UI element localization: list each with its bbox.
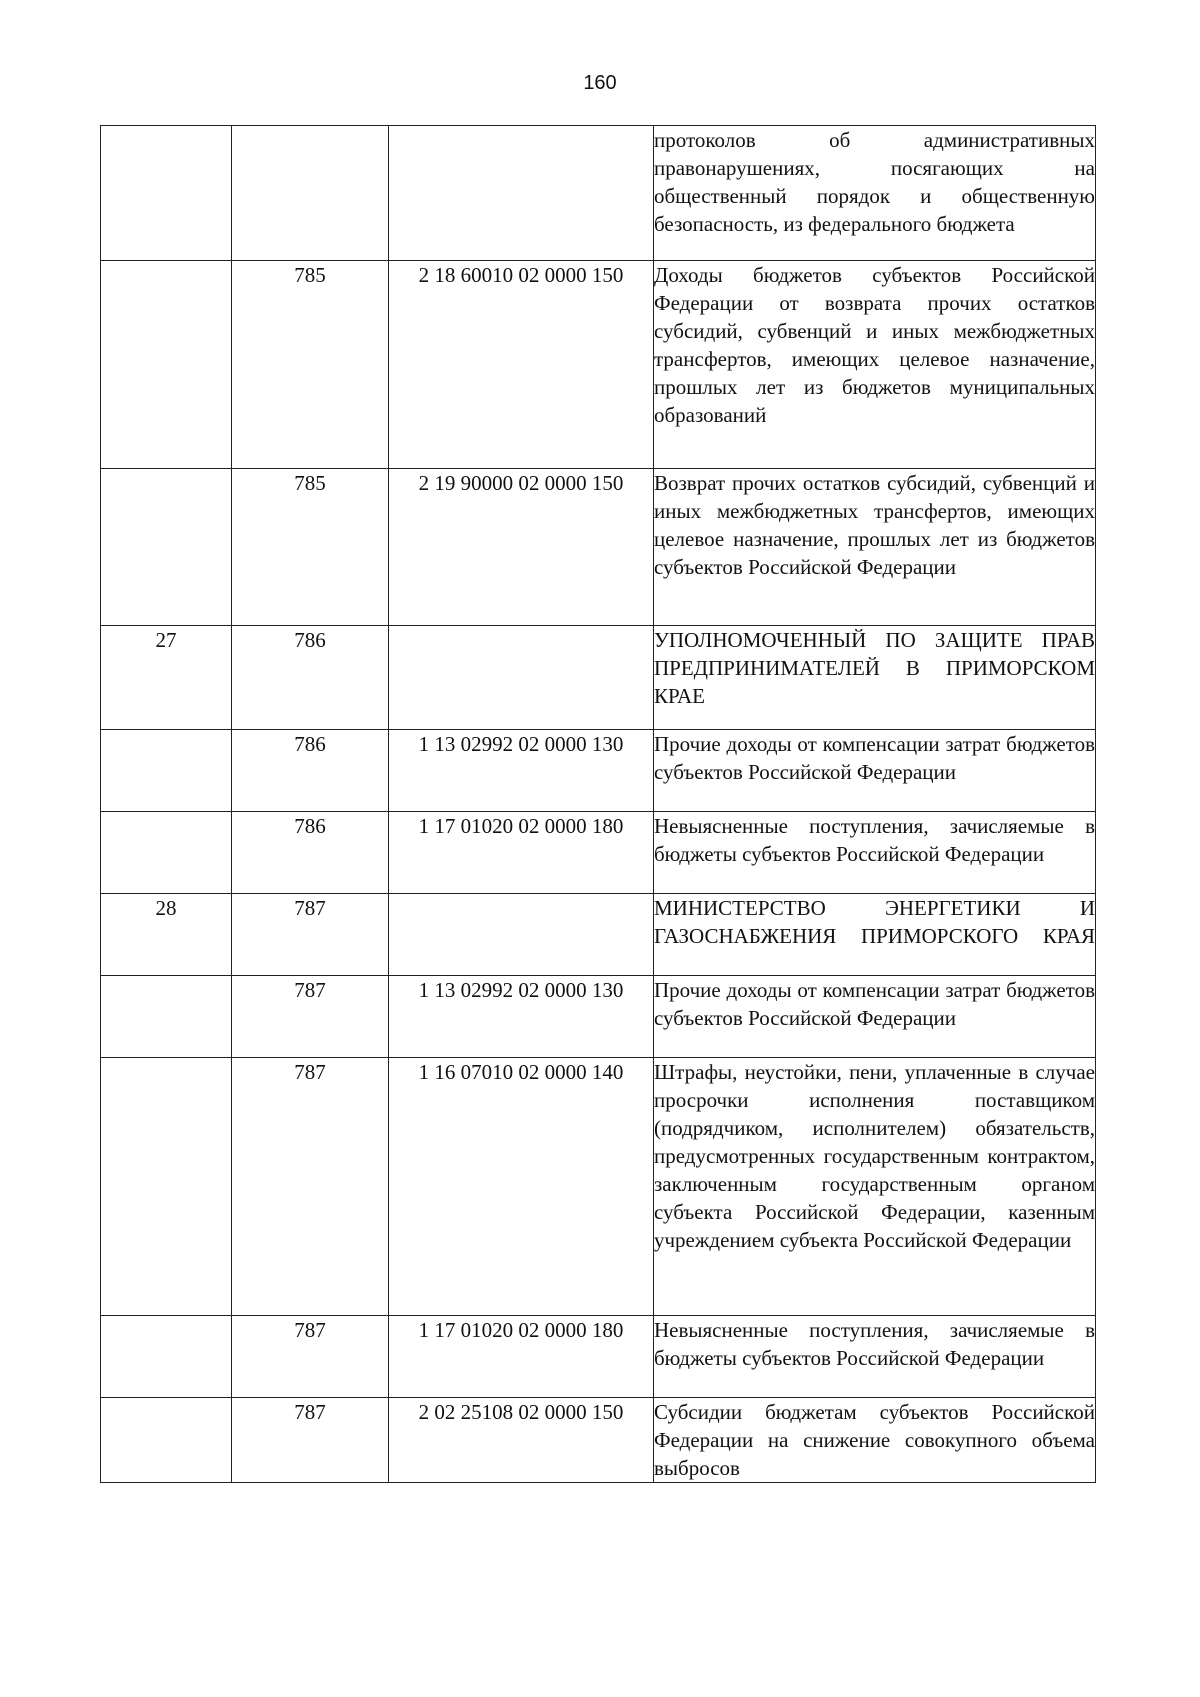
budget-classification-code-cell: [389, 894, 654, 976]
row-number-cell: [101, 1058, 232, 1316]
administrator-code-cell: 787: [232, 1058, 389, 1316]
revenue-name-cell: Доходы бюджетов субъектов Российской Федерации от возврата прочих остатков субсидий, субвенций и иных межбюджетных трансфертов, имеющих целевое назначение, прошлых лет из бюджетов муниципальных образований: [654, 261, 1096, 469]
row-number-cell: 27: [101, 626, 232, 730]
revenue-name-cell: Прочие доходы от компенсации затрат бюджетов субъектов Российской Федерации: [654, 730, 1096, 812]
revenue-name-cell: Невыясненные поступления, зачисляемые в бюджеты субъектов Российской Федерации: [654, 812, 1096, 894]
revenue-name-cell: Штрафы, неустойки, пени, уплаченные в случае просрочки исполнения поставщиком (подрядчиком, исполнителем) обязательств, предусмотренных государственным контрактом, заключенным государственным органом субъекта Российской Федерации, казенным учреждением субъекта Российской Федерации: [654, 1058, 1096, 1316]
administrator-code-cell: 787: [232, 1398, 389, 1483]
row-number-cell: [101, 812, 232, 894]
budget-classification-code-cell: 2 19 90000 02 0000 150: [389, 469, 654, 626]
revenue-name-cell: Субсидии бюджетам субъектов Российской Федерации на снижение совокупного объема выбросов: [654, 1398, 1096, 1483]
budget-classification-code-cell: 1 16 07010 02 0000 140: [389, 1058, 654, 1316]
budget-classification-code-cell: 2 18 60010 02 0000 150: [389, 261, 654, 469]
row-number-cell: [101, 730, 232, 812]
administrator-code-cell: 786: [232, 812, 389, 894]
revenue-name-cell: Возврат прочих остатков субсидий, субвенций и иных межбюджетных трансфертов, имеющих целевое назначение, прошлых лет из бюджетов субъектов Российской Федерации: [654, 469, 1096, 626]
revenue-name-cell: Невыясненные поступления, зачисляемые в бюджеты субъектов Российской Федерации: [654, 1316, 1096, 1398]
table-row: [101, 261, 1096, 469]
row-number-cell: 28: [101, 894, 232, 976]
row-number-cell: [101, 976, 232, 1058]
table-body: [101, 126, 1096, 1483]
budget-classification-code-cell: 2 02 25108 02 0000 150: [389, 1398, 654, 1483]
table-row: [101, 469, 1096, 626]
revenue-name-cell: Прочие доходы от компенсации затрат бюджетов субъектов Российской Федерации: [654, 976, 1096, 1058]
budget-classification-code-cell: 1 17 01020 02 0000 180: [389, 812, 654, 894]
administrator-code-cell: 785: [232, 261, 389, 469]
administrator-code-cell: 785: [232, 469, 389, 626]
table-row: [101, 1316, 1096, 1398]
table-row: [101, 730, 1096, 812]
table-row: [101, 626, 1096, 730]
revenue-name-cell: УПОЛНОМОЧЕННЫЙ ПО ЗАЩИТЕ ПРАВ ПРЕДПРИНИМАТЕЛЕЙ В ПРИМОРСКОМ КРАЕ: [654, 626, 1096, 730]
table-row: [101, 1398, 1096, 1483]
row-number-cell: [101, 1316, 232, 1398]
budget-classification-code-cell: 1 17 01020 02 0000 180: [389, 1316, 654, 1398]
administrator-code-cell: 787: [232, 894, 389, 976]
budget-revenue-table: [100, 125, 1096, 1483]
budget-classification-code-cell: 1 13 02992 02 0000 130: [389, 730, 654, 812]
row-number-cell: [101, 469, 232, 626]
row-number-cell: [101, 261, 232, 469]
table-row: [101, 1058, 1096, 1316]
administrator-code-cell: 787: [232, 1316, 389, 1398]
table-row: [101, 126, 1096, 261]
row-number-cell: [101, 1398, 232, 1483]
table-row: [101, 976, 1096, 1058]
row-number-cell: [101, 126, 232, 261]
table-row: [101, 894, 1096, 976]
budget-classification-code-cell: [389, 626, 654, 730]
administrator-code-cell: 787: [232, 976, 389, 1058]
administrator-code-cell: [232, 126, 389, 261]
budget-classification-code-cell: [389, 126, 654, 261]
revenue-name-cell: протоколов об административных правонарушениях, посягающих на общественный порядок и общественную безопасность, из федерального бюджета: [654, 126, 1096, 261]
administrator-code-cell: 786: [232, 730, 389, 812]
revenue-name-cell: МИНИСТЕРСТВО ЭНЕРГЕТИКИ И ГАЗОСНАБЖЕНИЯ ПРИМОРСКОГО КРАЯ: [654, 894, 1096, 976]
administrator-code-cell: 786: [232, 626, 389, 730]
page-number: 160: [583, 72, 617, 94]
budget-classification-code-cell: 1 13 02992 02 0000 130: [389, 976, 654, 1058]
table-row: [101, 812, 1096, 894]
